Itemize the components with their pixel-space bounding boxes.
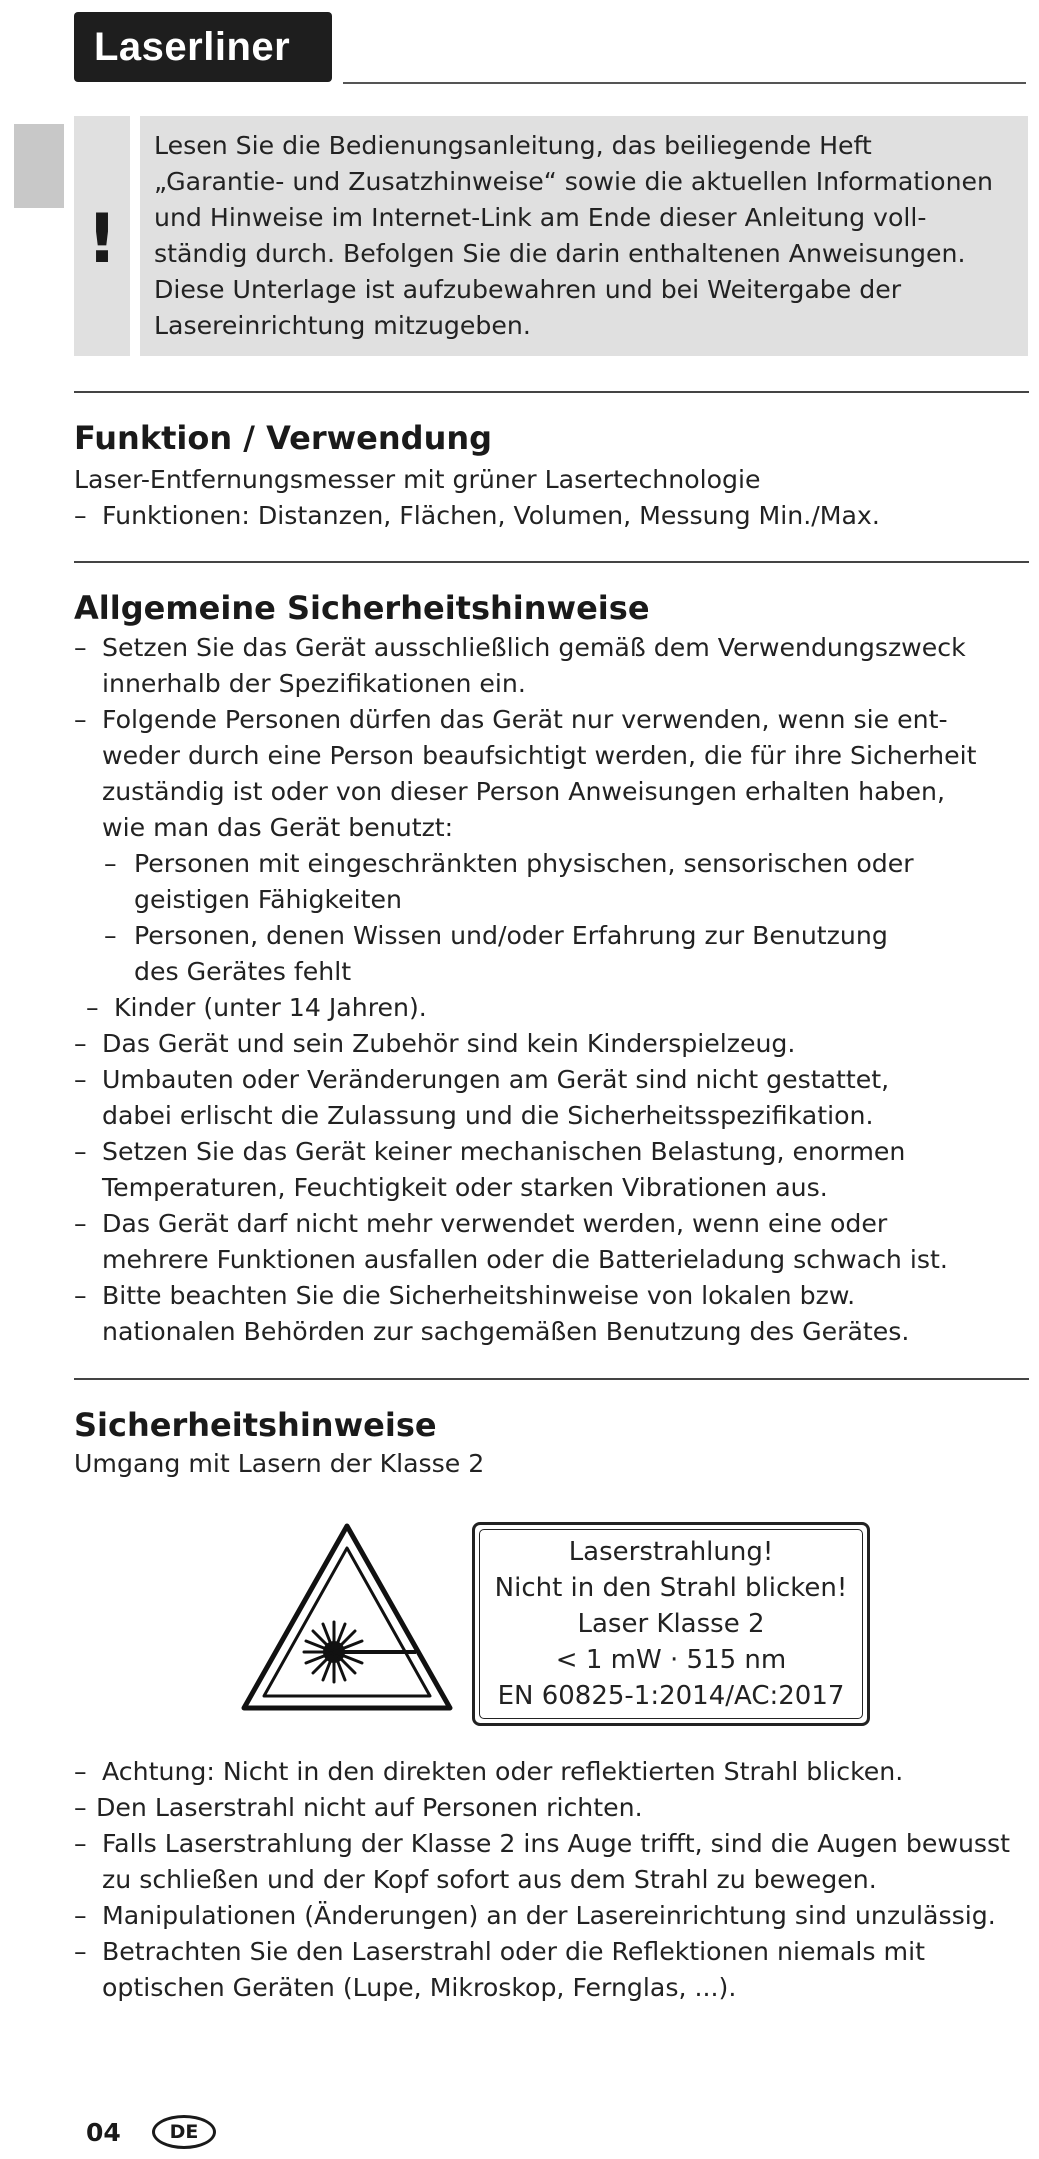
side-tab-marker bbox=[14, 124, 64, 208]
language-badge: DE bbox=[152, 2115, 216, 2149]
section-heading-funktion: Funktion / Verwendung bbox=[74, 419, 493, 457]
funktion-description: Laser-Entfernungsmesser mit grüner Lasertechnologie bbox=[74, 465, 761, 494]
funktion-list bbox=[74, 498, 1034, 534]
exclamation-icon: ! bbox=[86, 200, 118, 279]
section-heading-sicherheit: Sicherheitshinweise bbox=[74, 1406, 437, 1444]
list-item: – Setzen Sie das Gerät ausschließlich gemäß dem Verwendungszweck innerhalb der Spezifikationen ein. bbox=[74, 633, 966, 698]
header-rule bbox=[343, 82, 1026, 84]
list-item: – Funktionen: Distanzen, Flächen, Volumen, Messung Min./Max. bbox=[74, 501, 880, 530]
section-divider bbox=[74, 561, 1029, 563]
section-divider bbox=[74, 391, 1029, 393]
sicherheit-list bbox=[74, 1754, 1034, 2006]
warning-notice bbox=[140, 116, 1028, 356]
list-item: – Setzen Sie das Gerät keiner mechanischen Belastung, enormen Temperaturen, Feuchtigkeit oder starken Vibrationen aus. bbox=[74, 1137, 906, 1202]
brand-logo bbox=[74, 12, 332, 82]
warning-text: Lesen Sie die Bedienungsanleitung, das beiliegende Heft „Garantie- und Zusatzhinweise“ sowie die aktuellen Informationen und Hinweise im Internet-Link am Ende dieser Anleitung voll- ständig durch. Befolgen Sie die darin enthaltenen Anweisungen. Diese Unterlage ist aufzubewahren und bei Weitergabe der Lasereinrichtung mitzugeben. bbox=[154, 131, 994, 340]
section-divider bbox=[74, 1378, 1029, 1380]
page-number: 04 bbox=[86, 2118, 121, 2147]
list-item: – Betrachten Sie den Laserstrahl oder die Reflektionen niemals mit optischen Geräten (Lupe, Mikroskop, Fernglas, ...). bbox=[74, 1937, 925, 2002]
list-item: – Personen mit eingeschränkten physischen, sensorischen oder geistigen Fähigkeiten bbox=[104, 849, 914, 914]
list-item: – Personen, denen Wissen und/oder Erfahrung zur Benutzung des Gerätes fehlt bbox=[104, 921, 888, 986]
warning-icon-box bbox=[74, 116, 130, 356]
laser-class-label bbox=[472, 1522, 870, 1726]
list-item: – Achtung: Nicht in den direkten oder reflektierten Strahl blicken. bbox=[74, 1757, 904, 1786]
list-item: – Umbauten oder Veränderungen am Gerät sind nicht gestattet, dabei erlischt die Zulassung und die Sicherheitsspezifikation. bbox=[74, 1065, 890, 1130]
list-item: – Kinder (unter 14 Jahren). bbox=[86, 993, 427, 1022]
sicherheit-subheading: Umgang mit Lasern der Klasse 2 bbox=[74, 1449, 485, 1478]
label-line-2: Nicht in den Strahl blicken! bbox=[494, 1573, 848, 1603]
label-line-1: Laserstrahlung! bbox=[568, 1537, 774, 1567]
section-heading-allgemein: Allgemeine Sicherheitshinweise bbox=[74, 589, 650, 627]
label-line-3: Laser Klasse 2 bbox=[577, 1609, 765, 1639]
list-item: – Folgende Personen dürfen das Gerät nur verwenden, wenn sie ent- weder durch eine Person beaufsichtigt werden, die für ihre Sicherheit zuständig ist oder von dieser Person Anweisungen erhalten haben, wie man das Gerät benutzt: bbox=[74, 705, 977, 842]
brand-name: Laserliner bbox=[94, 25, 291, 69]
laser-warning-triangle-icon bbox=[240, 1522, 454, 1712]
list-item: – Bitte beachten Sie die Sicherheitshinweise von lokalen bzw. nationalen Behörden zur sachgemäßen Benutzung des Gerätes. bbox=[74, 1281, 910, 1346]
list-item: – Das Gerät und sein Zubehör sind kein Kinderspielzeug. bbox=[74, 1029, 796, 1058]
label-line-5: EN 60825-1:2014/AC:2017 bbox=[497, 1681, 845, 1711]
allgemein-list bbox=[74, 630, 1034, 1350]
list-item: – Falls Laserstrahlung der Klasse 2 ins Auge trifft, sind die Augen bewusst zu schließen und der Kopf sofort aus dem Strahl zu bewegen. bbox=[74, 1829, 1011, 1894]
list-item: – Den Laserstrahl nicht auf Personen richten. bbox=[74, 1793, 643, 1822]
label-line-4: < 1 mW · 515 nm bbox=[555, 1645, 787, 1675]
list-item: – Das Gerät darf nicht mehr verwendet werden, wenn eine oder mehrere Funktionen ausfallen oder die Batterieladung schwach ist. bbox=[74, 1209, 948, 1274]
list-item: – Manipulationen (Änderungen) an der Lasereinrichtung sind unzulässig. bbox=[74, 1901, 996, 1930]
